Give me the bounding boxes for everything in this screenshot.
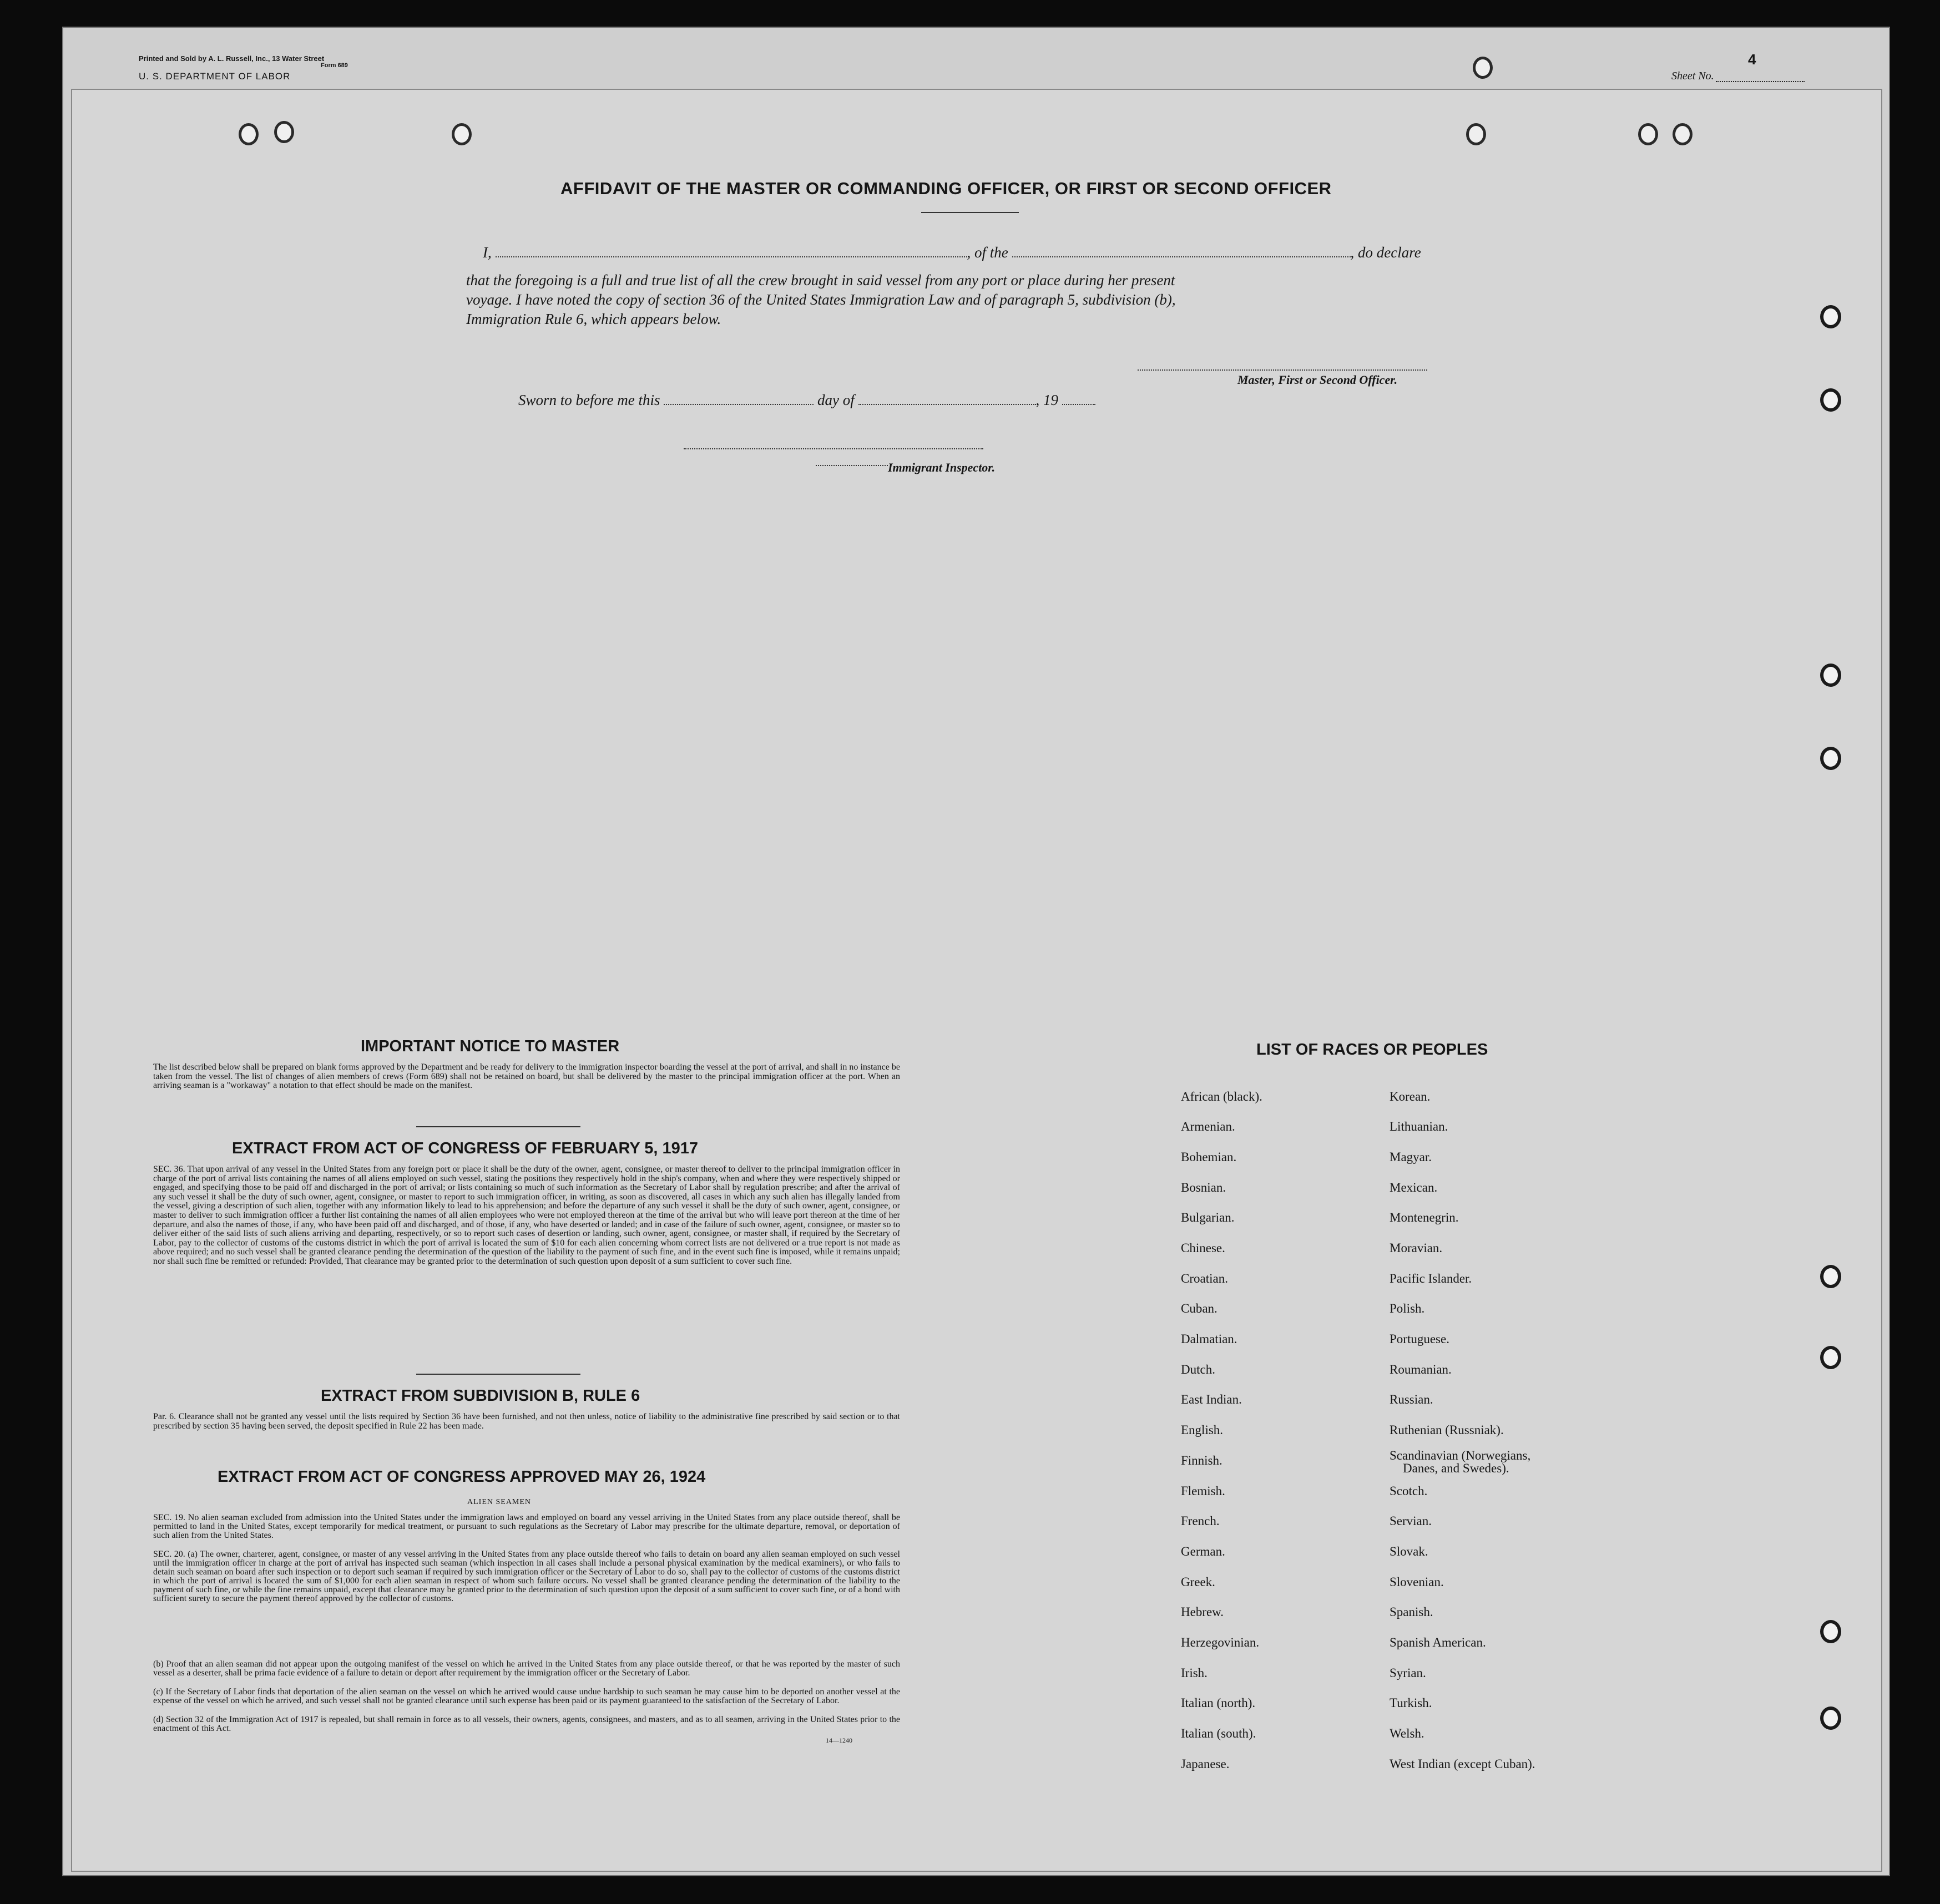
inspector-signature-line[interactable] [684, 448, 983, 449]
race-item: Servian. [1390, 1514, 1432, 1528]
race-item: Roumanian. [1390, 1363, 1452, 1376]
do-declare-label: , do declare [1350, 244, 1421, 261]
race-item: Spanish American. [1390, 1635, 1486, 1649]
race-item: Syrian. [1390, 1666, 1426, 1680]
race-item: Turkish. [1390, 1696, 1432, 1710]
punch-hole [452, 123, 472, 145]
race-item: English. [1181, 1423, 1224, 1437]
race-item: Magyar. [1390, 1150, 1432, 1164]
punch-hole [1673, 123, 1693, 145]
race-item: Montenegrin. [1390, 1211, 1459, 1224]
race-item: Spanish. [1390, 1605, 1433, 1619]
punch-hole [1473, 57, 1493, 79]
of-the-label: , of the [967, 244, 1008, 261]
race-item: Slovak. [1390, 1545, 1428, 1558]
i-label: I, [483, 244, 492, 261]
punch-hole [1466, 123, 1486, 145]
sworn-day-blank[interactable] [664, 404, 814, 405]
punch-hole [239, 123, 259, 145]
race-item: Dalmatian. [1181, 1332, 1237, 1346]
race-item: Lithuanian. [1390, 1120, 1448, 1133]
extract-1917-text: SEC. 36. That upon arrival of any vessel in the United States from any foreign port or place it shall be the duty of the owner, agent, consignee, or master thereof to deliver to the principal immigration officer in charge of the port of arrival lists containing the names of all aliens employed on such vessel, stating the positions they respectively hold in the ship's company, when and where they were respectively shipped or engaged, and specifying those to be paid off and discharged in the port of arrival; or lists containing so much of such information as the Secretary of Labor shall by regulation prescribe; and after the arrival of any such vessel it shall be the duty of such owner, agent, consignee, or master to report to such immigration officer, in writing, as soon as discovered, all cases in which any such alien has illegally landed from the vessel, giving a description of such alien, together with any information likely to lead to his apprehension; and before the departure of any such vessel it shall be the duty of such owner, agent, consignee, or master to deliver to such immigration officer a further list containing the names of all alien employees who were not employed thereon at the time of the arrival but who will leave port thereon at the time of her departure, and also the names of those, if any, who have been paid off and discharged, and of those, if any, who have deserted or landed; and in case of the failure of such owner, agent, consignee, or master so to deliver either of the said lists of such aliens arriving and departing, respectively, or so to report such cases of desertion or landing, such owner, agent, consignee, or master shall, if required by the Secretary of Labor, pay to the collector of customs of the customs district in which the port of arrival is located the sum of $10 for each alien concerning whom correct lists are not delivered or a true report is not made as above required; and no such vessel shall be granted clearance pending the determination of the question of the liability to the payment of such fine, and in the event such fine is imposed, while it remains unpaid; nor shall such fine be remitted or refunded: Provided, That clearance may be granted prior to the determination of such question upon deposit of a sum sufficient to cover such fine. [153, 1164, 900, 1266]
race-item: Bosnian. [1181, 1181, 1226, 1194]
punch-hole [1820, 1706, 1841, 1730]
race-item: Ruthenian (Russniak). [1390, 1423, 1504, 1437]
rule6-heading: EXTRACT FROM SUBDIVISION B, RULE 6 [321, 1387, 640, 1405]
form-number: Form 689 [321, 62, 348, 69]
punch-hole [1820, 1346, 1841, 1369]
inspector-signature-label: Immigrant Inspector. [888, 460, 996, 474]
sworn-year-blank[interactable] [1062, 404, 1095, 405]
affidavit-sheet [71, 89, 1882, 1872]
day-of-label: day of [817, 392, 855, 408]
sworn-line [518, 392, 1095, 409]
race-item: Herzegovinian. [1181, 1635, 1260, 1649]
vessel-name-blank[interactable] [1012, 256, 1351, 257]
alien-seamen-subheading: ALIEN SEAMEN [467, 1498, 532, 1506]
sworn-month-blank[interactable] [858, 404, 1036, 405]
race-item: Cuban. [1181, 1302, 1217, 1315]
sheet-label: Sheet No. [1671, 70, 1714, 82]
section-rule [416, 1374, 580, 1375]
race-item: East Indian. [1181, 1392, 1242, 1406]
rule6-text: Par. 6. Clearance shall not be granted any vessel until the lists required by Section 36 have been furnished, and not then unless, notice of liability to the administrative fine prescribed by said section or to that prescribed by section 35 having been served, the deposit specified in Rule 22 has been made. [153, 1412, 900, 1431]
punch-hole [1820, 664, 1841, 687]
race-item: Mexican. [1390, 1181, 1438, 1194]
race-item: Scandinavian (Norwegians, [1390, 1449, 1531, 1462]
races-heading: LIST OF RACES OR PEOPLES [1256, 1041, 1488, 1059]
punch-hole [1820, 1620, 1841, 1643]
punch-hole [1638, 123, 1658, 145]
race-item: French. [1181, 1514, 1220, 1528]
race-item: Croatian. [1181, 1272, 1228, 1285]
race-item: Irish. [1181, 1666, 1208, 1680]
punch-hole [1820, 1265, 1841, 1288]
master-name-blank[interactable] [496, 256, 967, 257]
master-signature-label: Master, First or Second Officer. [1237, 373, 1398, 387]
race-item: Moravian. [1390, 1241, 1443, 1255]
punch-hole [1820, 747, 1841, 770]
inspector-signature-line-2 [816, 465, 888, 466]
race-item: West Indian (except Cuban). [1390, 1757, 1535, 1771]
declaration-line-3: voyage. I have noted the copy of section 36 of the United States Immigration Law and of paragraph 5, subdivision (b), [466, 291, 1176, 308]
race-item: Polish. [1390, 1302, 1425, 1315]
heading-rule [921, 212, 1019, 213]
race-item: Scotch. [1390, 1484, 1428, 1498]
race-item: Italian (north). [1181, 1696, 1256, 1710]
race-item: Japanese. [1181, 1757, 1230, 1771]
form-footer-code: 14—1240 [826, 1736, 852, 1744]
race-item: Dutch. [1181, 1363, 1215, 1376]
race-item: Greek. [1181, 1575, 1215, 1589]
sec20c-text: (c) If the Secretary of Labor finds that deportation of the alien seaman on the vessel on which he arrived would cause undue hardship to such seaman he may cause him to be deported on another vessel at the expense of the vessel on which he arrived, and such vessel shall not be granted clearance until such expense has been paid or its payment guaranteed to the satisfaction of the Secretary of Labor. [153, 1687, 900, 1706]
sworn-label: Sworn to before me this [518, 392, 660, 408]
sec20a-text: SEC. 20. (a) The owner, charterer, agent, consignee, or master of any vessel arriving in the United States from any place outside thereof who fails to detain on board any alien seaman employed on such vessel until the immigration officer in charge at the port of arrival has inspected such seaman (which inspection in all cases shall include a personal physical examination by the medical examiners), or who fails to detain such seaman on board after such inspection or to deport such seaman if required by such immigration officer or the Secretary of Labor to do so, shall pay to the collector of customs of the customs district in which the port of arrival is located the sum of $1,000 for each alien seaman in respect of whom such failure occurs. No vessel shall be granted clearance pending the determination of the liability to the payment of such fine, or while the fine remains unpaid, except that clearance may be granted prior to the determination of such question upon the deposit of a sum sufficient to cover such fine, or of a bond with sufficient surety to secure the payment thereof approved by the collector of customs. [153, 1549, 900, 1604]
race-item: Portuguese. [1390, 1332, 1449, 1346]
race-item: Bohemian. [1181, 1150, 1237, 1164]
punch-hole [274, 121, 294, 143]
race-item: Welsh. [1390, 1726, 1424, 1740]
affidavit-heading: AFFIDAVIT OF THE MASTER OR COMMANDING OFFICER, OR FIRST OR SECOND OFFICER [560, 179, 1332, 198]
race-item: Danes, and Swedes). [1403, 1461, 1509, 1475]
race-item: Russian. [1390, 1392, 1433, 1406]
sec20b-text: (b) Proof that an alien seaman did not appear upon the outgoing manifest of the vessel on which he arrived in the United States from any place outside thereof, or that he was reported by the master of such vessel as a deserter, shall be prima facie evidence of a failure to detain or deport after requirement by the immigration officer or the Secretary of Labor. [153, 1659, 900, 1678]
punch-hole [1820, 388, 1841, 412]
race-item: Slovenian. [1390, 1575, 1444, 1589]
race-item: African (black). [1181, 1090, 1262, 1103]
race-item: Bulgarian. [1181, 1211, 1235, 1224]
race-item: German. [1181, 1545, 1225, 1558]
race-item: Korean. [1390, 1090, 1431, 1103]
extract-1917-heading: EXTRACT FROM ACT OF CONGRESS OF FEBRUARY 5, 1917 [232, 1140, 699, 1157]
sheet-number: 4 [1748, 51, 1756, 68]
section-rule [416, 1126, 580, 1127]
printer-line: Printed and Sold by A. L. Russell, Inc., 13 Water Street [139, 54, 325, 63]
master-signature-line[interactable] [1138, 369, 1427, 371]
declaration-line [483, 244, 1421, 261]
sec19-text: SEC. 19. No alien seaman excluded from admission into the United States under the immigration laws and employed on board any vessel arriving in the United States from any place outside thereof, shall be permitted to land in the United States, except temporarily for medical treatment, or pursuant to such regulations as the Secretary of Labor may prescribe for the ultimate departure, removal, or deportation of such alien from the United States. [153, 1513, 900, 1541]
sec20d-text: (d) Section 32 of the Immigration Act of 1917 is repealed, but shall remain in force as to all vessels, their owners, agents, consignees, and masters, and as to all seamen, arriving in the United States prior to the enactment of this Act. [153, 1715, 900, 1734]
declaration-line-4: Immigration Rule 6, which appears below. [466, 311, 721, 327]
race-item: Italian (south). [1181, 1726, 1256, 1740]
year-label: , 19 [1035, 392, 1058, 408]
race-item: Chinese. [1181, 1241, 1225, 1255]
race-item: Hebrew. [1181, 1605, 1224, 1619]
race-item: Armenian. [1181, 1120, 1235, 1133]
department-name: U. S. DEPARTMENT OF LABOR [139, 71, 291, 82]
punch-hole [1820, 305, 1841, 328]
sheet-number-blank [1716, 81, 1805, 82]
declaration-line-2: that the foregoing is a full and true list of all the crew brought in said vessel from any port or place during her present [466, 272, 1175, 288]
notice-heading: IMPORTANT NOTICE TO MASTER [361, 1037, 620, 1055]
race-item: Pacific Islander. [1390, 1272, 1472, 1285]
notice-text: The list described below shall be prepared on blank forms approved by the Department and be ready for delivery to the immigration inspector boarding the vessel at the port of arrival, and shall in no instance be taken from the vessel. The list of changes of alien members of crews (Form 689) shall not be retained on board, but shall be delivered by the master to the principal immigration officer at the port. When an arriving seaman is a "workaway" a notation to that effect should be made on the manifest. [153, 1062, 900, 1090]
race-item: Flemish. [1181, 1484, 1225, 1498]
race-item: Finnish. [1181, 1454, 1222, 1467]
extract-1924-heading: EXTRACT FROM ACT OF CONGRESS APPROVED MAY 26, 1924 [218, 1468, 706, 1486]
